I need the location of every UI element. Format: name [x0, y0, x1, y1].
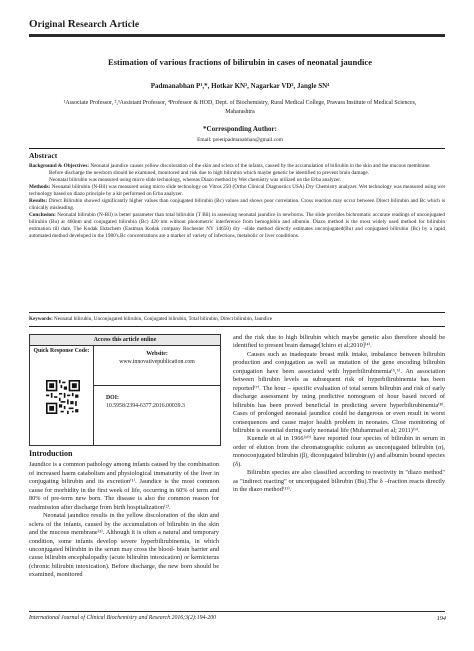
- body-paragraph: and the risk due to high bilirubin which maybe genetic also therefore should be identified to present brain damage[Ichiro et al;2010]⁽⁴⁾.: [233, 334, 445, 350]
- footer-rule: [29, 611, 445, 612]
- body-paragraph: Jaundice is a common pathology among infants caused by the combination of increased haem catabolism and physiological immaturity of the liver in conjugating bilirubin and its excretion⁽¹⁾. Jaundice is the most common cause for morbidity in the first week of life, occurring in 60% of term and 80% of pre-term new born. The disease is also the common reason for readmission after discharge from birth hospitalization⁽²⁾.: [29, 461, 219, 511]
- keywords-label: Keywords:: [29, 316, 53, 322]
- header-rule: [29, 34, 445, 37]
- background-label: Background & Objectives:: [29, 163, 89, 169]
- website-label: Website:: [146, 351, 168, 357]
- conclusion-label: Conclusion:: [29, 212, 56, 219]
- conclusion-text: Neonatal bilirubin (N-Bil) is better parameter than total bilirubin (T Bil) in assessing neonatal jaundice in newborns. The slide provides bichromatic accurate readings of unconjugated bilirubin (Bu) at 460nm and conjugated bilirubin (Bc) 420 nm without photometric interference from hemoglobin and albumin. Diazo method is the most widely used method for bilirubin estimation till date. The Kodak Ektachem (Eastman Kodak company Rochester NY 14650) dry –slide method directly estimates unconjugated(Bu) and conjugated bilirubin (Bc) by a rapid automated method developed in the 1980's.Bc concentrations are a marker of variety of infections, metabolic or liver conditions.: [29, 212, 445, 240]
- article-title: Estimation of various fractions of bilirubin in cases of neonatal jaundice: [107, 57, 373, 67]
- background-text: Neonatal jaundice causes yellow discoloration of the skin and sclera of the infants, caused by the accumulation of bilirubin in the skin and the mucous membrane.: [89, 163, 431, 169]
- journal-citation: International Journal of Clinical Biochemistry and Research 2016;3(2):194-200: [29, 615, 217, 621]
- introduction-heading: Introduction: [29, 449, 73, 458]
- right-column: [233, 334, 445, 495]
- website-row: [94, 346, 220, 386]
- page-number: 194: [436, 615, 446, 622]
- doi-row: [94, 386, 220, 410]
- results-text: Direct Bilirubin showed significantly higher values than conjugated bilirubin (Bc) values and shows poor correlation. Cross reaction may occur between Direct bilirubin and Bc which is clinically misleading.: [29, 198, 445, 212]
- website-link[interactable]: www.innovativepublication.com: [119, 359, 195, 365]
- keywords: [29, 316, 445, 322]
- body-paragraph: Neonatal jaundice results in the yellow discoloration of the skin and sclera of the infants, caused by the accumulation of bilirubin in the skin and the mucous membrane⁽³⁾. Although it is often a natural and temporary condition, some infants develop severe hyperbilirubinemia, in which unconjugated bilirubin in the serum may cross the blood- brain barrier and cause bilirubin encephalopathy (acute bilirubin intoxication) or kernicterus (chronic bilirubin intoxication). Before discharge, the new born should be examined, monitored: [29, 512, 219, 579]
- introduction-column: [29, 450, 219, 580]
- methods-text: Neonatal bilirubin (N-Bil) was measured using micro slide technology on Vitros 250 (Ortho Clinical Diagnostics USA) Dry Chemistry analyzer. Wet technology was measured using wet technology based on diazo principle by a kit performed on Erba analyzer.: [29, 184, 445, 198]
- article-type-label: Original Research Article: [29, 18, 140, 30]
- keywords-text: Neonatal bilirubin, Unconjugated bilirubin, Conjugated bilirubin, Total bilirubin, Direct bilirubin, Jaundice: [52, 316, 273, 322]
- results-label: Results:: [29, 198, 48, 205]
- doi-value[interactable]: 10.5958/2394-6377.2016.00039.3: [106, 403, 185, 409]
- body-paragraph: Causes such as inadequate breast milk intake, imbalance between bilirubin production and conjugation as well as mutation of the gene encoding bilirubin conjugation have been associated with hyperbilirubinemia⁽⁵,⁶⁾. An association between bilirubin levels as subsequent risk of hyperbilirubinemia has been reported⁽⁷⁾. The hour – specific evaluation of total serum bilirubin and risk of early discharge assessment by using predictive nomogram of hour based record of bilirubin has been proved beneficial in predicting severe hyperbilirubinemia⁽⁸⁾. Cases of prolonged neonatal jaundice could be dangerous or even result in worst consequences and cause major health problem in neonates. Close monitoring of bilirubin is essential during early neonatal life (Muhammad et al; 2011)⁽⁹⁾.: [233, 350, 445, 434]
- body-paragraph: Bilirubin species are also classified according to reactivity in "diazo method" as "indirect reacting" or unconjugated bilirubin (Bu).The δ –fraction reacts directly in the diazo method⁽¹¹⁾.: [233, 469, 445, 494]
- access-online-box: [29, 334, 221, 446]
- corresponding-email[interactable]: Email: preetipadmanabhan@gmail.com: [197, 137, 283, 143]
- doi-label: DOI:: [106, 395, 119, 401]
- qr-cell: [30, 346, 94, 445]
- keywords-bottom-rule: [29, 326, 445, 327]
- abstract-paragraph: Neonatal bilirubin was measured using micro slide technology, whereas Diazo method by Wet chemistry was utilized on the Erba analyzer.: [49, 177, 342, 184]
- website-cell: [94, 346, 220, 445]
- qr-code-icon[interactable]: [46, 380, 80, 414]
- methods-label: Methods:: [29, 184, 51, 191]
- body-paragraph: Kuenzle et al in 1966⁽¹⁰⁾ have reported four species of bilirubin in serum in order of elution from the chromatographic column as unconjugated bilirubin (α), monoconjugated bilirubin (β), diconjugated bilirubin (γ) and albumin bound species (δ).: [233, 435, 445, 468]
- keywords-top-rule: [29, 312, 445, 313]
- affiliation: ¹Associate Professor, ²,³Assistant Professor, ⁴Professor & HOD, Dept. of Biochemistry, Rural Medical College, Pravara Institute of Medical Sciences, Maharashtra: [63, 100, 417, 115]
- abstract-heading: Abstract: [29, 151, 58, 160]
- corresponding-author-heading: *Corresponding Author:: [203, 125, 277, 133]
- abstract-body: [29, 163, 445, 241]
- abstract-top-rule: [29, 148, 445, 149]
- access-box-header: Access this article online: [30, 335, 220, 346]
- author-list: Padmanabhan P¹,*, Hotkar KN², Nagarkar VD³, Jangle SN⁴: [150, 82, 330, 90]
- abstract-paragraph: Before discharge the newborn should be examined, monitored and risk due to high bilirubin which maybe genetic be identified to prevent brain damage.: [49, 170, 370, 177]
- qr-label: Quick Response Code:: [33, 348, 90, 354]
